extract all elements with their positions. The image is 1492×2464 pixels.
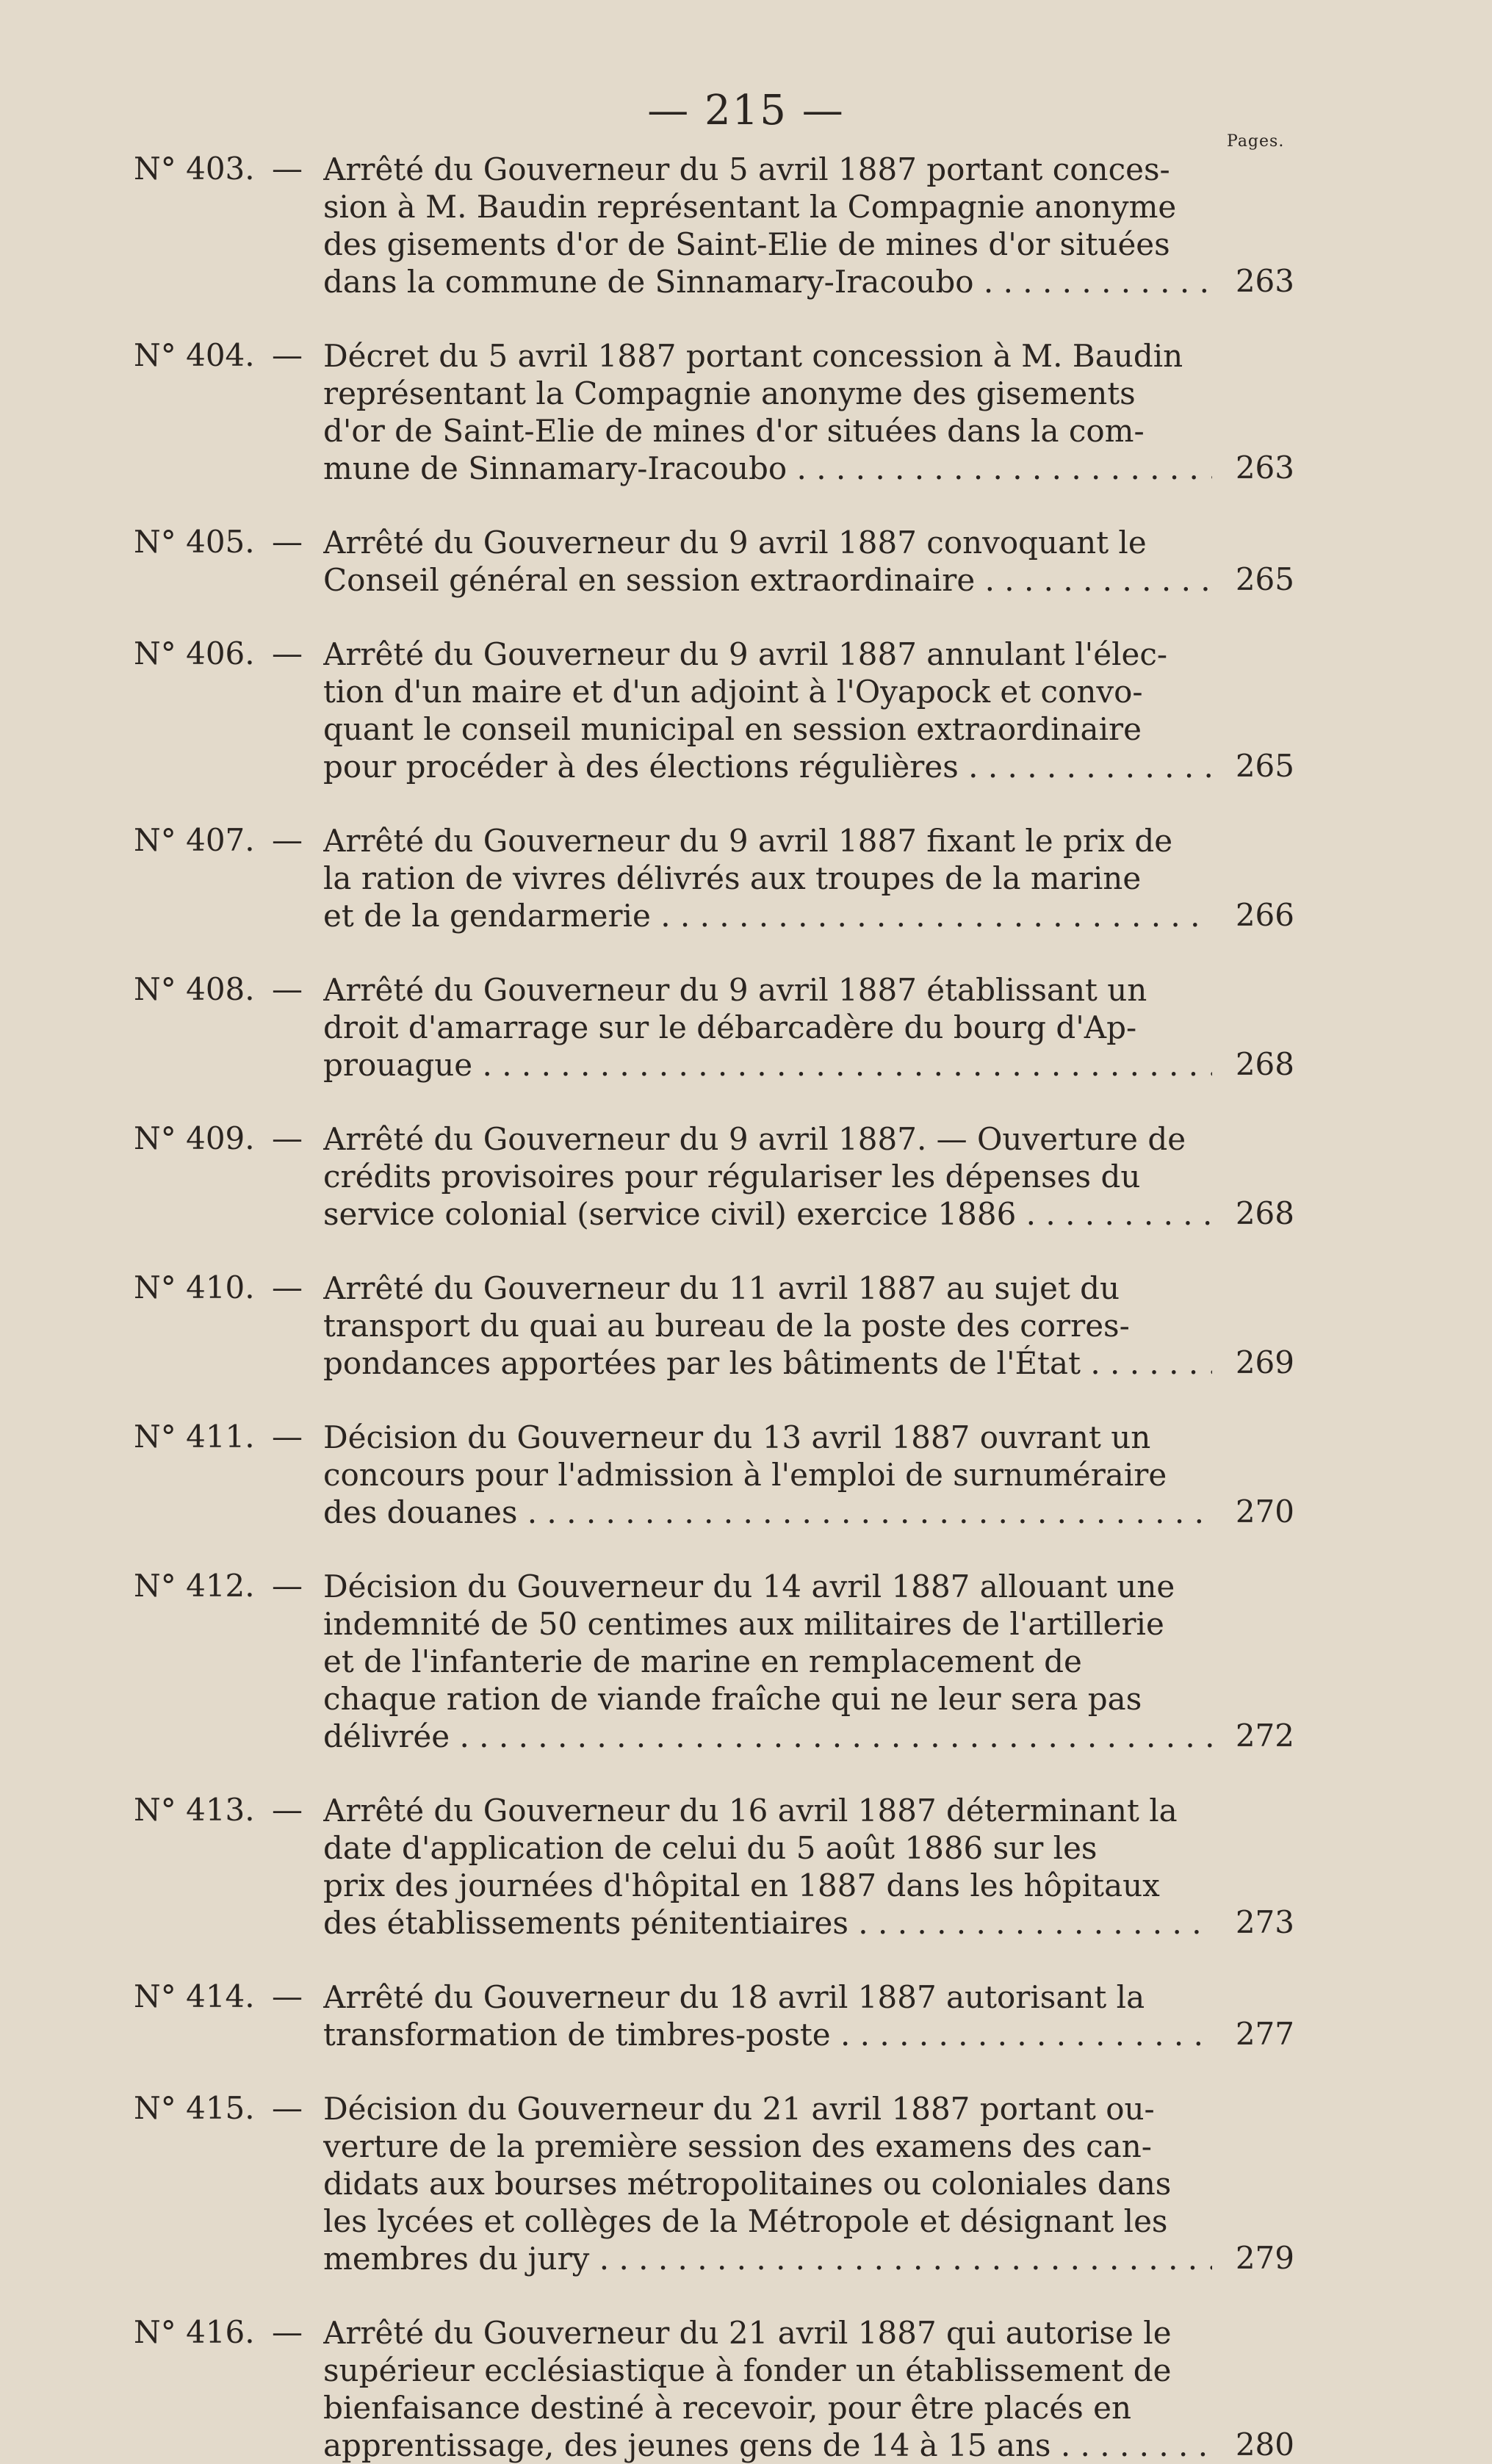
- entry-page-reference: 269: [1235, 1344, 1294, 1380]
- pages-column-header: Pages.: [1227, 132, 1285, 151]
- entry-line: pour procéder à des élections régulières . . .: [323, 748, 1212, 785]
- entry-line: Décision du Gouverneur du 13 avril 1887 ouvrant un: [323, 1419, 1151, 1455]
- entry-line: des établissements pénitentiaires . . .: [323, 1904, 1212, 1942]
- entry-text: [323, 1978, 1212, 2053]
- entry-dash: —: [272, 822, 303, 858]
- entry-line: sion à M. Baudin représentant la Compagnie anonyme: [323, 189, 1177, 225]
- entry-line: représentant la Compagnie anonyme des gisements: [323, 375, 1136, 411]
- entry-page-reference: 268: [1235, 1195, 1294, 1231]
- entry-line: Arrêté du Gouverneur du 9 avril 1887. — Ouverture de: [323, 1121, 1186, 1157]
- entry-dash: —: [272, 635, 303, 671]
- entry-line: Arrêté du Gouverneur du 9 avril 1887 établissant un: [323, 972, 1147, 1008]
- entry-line: et de la gendarmerie . . .: [323, 897, 1212, 934]
- entry-text: [323, 1568, 1212, 1755]
- entry-line: mune de Sinnamary-Iracoubo . . .: [323, 450, 1212, 487]
- entry-line: crédits provisoires pour régulariser les dépenses du: [323, 1159, 1141, 1195]
- entry-dash: —: [272, 1269, 303, 1305]
- entry-dash: —: [272, 1419, 303, 1455]
- entry-text: [323, 635, 1212, 785]
- entry-line: dans la commune de Sinnamary-Iracoubo . . .: [323, 263, 1212, 300]
- entry-text: [323, 337, 1212, 487]
- entry-page-reference: 263: [1235, 450, 1294, 486]
- entry-text: [323, 2090, 1212, 2277]
- entry-line: tion d'un maire et d'un adjoint à l'Oyapock et convo-: [323, 674, 1143, 710]
- entry-line: Arrêté du Gouverneur du 11 avril 1887 au sujet du: [323, 1270, 1120, 1306]
- entry-line: Décision du Gouverneur du 21 avril 1887 portant ou-: [323, 2091, 1155, 2127]
- entry-line: et de l'infanterie de marine en remplacement de: [323, 1643, 1082, 1679]
- entry-line: Arrêté du Gouverneur du 9 avril 1887 convoquant le: [323, 525, 1147, 561]
- entry-dash: —: [272, 1792, 303, 1828]
- entry-number: N° 408.: [134, 971, 255, 1007]
- entry-dash: —: [272, 1978, 303, 2014]
- entry-page-reference: 263: [1235, 263, 1294, 299]
- page-number: — 215 —: [647, 87, 845, 134]
- entry-page-reference: 265: [1235, 561, 1294, 597]
- entry-line: droit d'amarrage sur le débarcadère du bourg d'Ap-: [323, 1009, 1137, 1045]
- entry-line: Arrêté du Gouverneur du 9 avril 1887 fixant le prix de: [323, 823, 1173, 859]
- entry-page-reference: 277: [1235, 2016, 1294, 2052]
- entry-line: verture de la première session des examens des can-: [323, 2128, 1152, 2164]
- entry-dash: —: [272, 1120, 303, 1156]
- entry-line: apprentissage, des jeunes gens de 14 à 15 ans . . .: [323, 2427, 1212, 2464]
- entry-text: [323, 151, 1212, 300]
- entry-number: N° 404.: [134, 337, 255, 373]
- entry-text: [323, 524, 1212, 599]
- entry-number: N° 415.: [134, 2090, 255, 2126]
- entry-line: des gisements d'or de Saint-Elie de mines d'or situées: [323, 226, 1170, 262]
- entry-text: [323, 971, 1212, 1084]
- entry-line: Conseil général en session extraordinaire . . .: [323, 561, 1212, 599]
- entry-number: N° 409.: [134, 1120, 255, 1156]
- entry-dash: —: [272, 971, 303, 1007]
- entry-page-reference: 266: [1235, 897, 1294, 933]
- entry-text: [323, 2314, 1212, 2464]
- entry-line: des douanes . . .: [323, 1494, 1212, 1531]
- entry-line: Arrêté du Gouverneur du 5 avril 1887 portant conces-: [323, 151, 1170, 187]
- entry-page-reference: 280: [1235, 2427, 1294, 2463]
- entry-line: service colonial (service civil) exercice 1886 . . .: [323, 1195, 1212, 1233]
- entry-number: N° 410.: [134, 1269, 255, 1305]
- entry-text: [323, 1120, 1212, 1233]
- entry-line: transport du quai au bureau de la poste des corres-: [323, 1308, 1130, 1344]
- entry-page-reference: 279: [1235, 2240, 1294, 2276]
- entry-number: N° 407.: [134, 822, 255, 858]
- entry-number: N° 403.: [134, 151, 255, 187]
- entry-text: [323, 1419, 1212, 1531]
- entry-line: d'or de Saint-Elie de mines d'or situées dans la com-: [323, 413, 1145, 449]
- entry-number: N° 416.: [134, 2314, 255, 2350]
- entry-dash: —: [272, 2090, 303, 2126]
- entry-line: concours pour l'admission à l'emploi de surnuméraire: [323, 1457, 1167, 1493]
- entry-dash: —: [272, 1568, 303, 1604]
- entry-dash: —: [272, 524, 303, 560]
- entry-line: les lycées et collèges de la Métropole et désignant les: [323, 2203, 1168, 2239]
- entry-line: date d'application de celui du 5 août 1886 sur les: [323, 1830, 1098, 1866]
- entry-line: la ration de vivres délivrés aux troupes de la marine: [323, 860, 1142, 896]
- entry-line: quant le conseil municipal en session extraordinaire: [323, 711, 1142, 747]
- entry-page-reference: 273: [1235, 1904, 1294, 1940]
- entry-line: transformation de timbres-poste . . .: [323, 2016, 1212, 2053]
- entry-text: [323, 1792, 1212, 1942]
- entry-line: indemnité de 50 centimes aux militaires de l'artillerie: [323, 1606, 1164, 1642]
- entry-dash: —: [272, 2314, 303, 2350]
- entry-line: Arrêté du Gouverneur du 21 avril 1887 qui autorise le: [323, 2315, 1172, 2351]
- entry-line: membres du jury . . .: [323, 2240, 1212, 2277]
- entry-page-reference: 268: [1235, 1046, 1294, 1082]
- entry-number: N° 412.: [134, 1568, 255, 1604]
- entry-text: [323, 822, 1212, 934]
- entry-line: pondances apportées par les bâtiments de l'État . . .: [323, 1344, 1212, 1382]
- entry-page-reference: 265: [1235, 748, 1294, 784]
- entry-line: bienfaisance destiné à recevoir, pour être placés en: [323, 2390, 1131, 2426]
- entry-line: prix des journées d'hôpital en 1887 dans les hôpitaux: [323, 1867, 1160, 1903]
- entry-number: N° 406.: [134, 635, 255, 671]
- entry-page-reference: 270: [1235, 1494, 1294, 1530]
- entry-line: délivrée . . .: [323, 1718, 1212, 1755]
- entry-page-reference: 272: [1235, 1718, 1294, 1754]
- entry-number: N° 405.: [134, 524, 255, 560]
- entry-line: Décision du Gouverneur du 14 avril 1887 allouant une: [323, 1568, 1175, 1604]
- entry-number: N° 413.: [134, 1792, 255, 1828]
- entry-line: Arrêté du Gouverneur du 18 avril 1887 autorisant la: [323, 1979, 1145, 2015]
- entry-line: chaque ration de viande fraîche qui ne leur sera pas: [323, 1681, 1142, 1717]
- entry-line: prouague . . .: [323, 1046, 1212, 1084]
- entry-number: N° 411.: [134, 1419, 255, 1455]
- entry-line: Arrêté du Gouverneur du 16 avril 1887 déterminant la: [323, 1793, 1178, 1829]
- entry-dash: —: [272, 151, 303, 187]
- entry-line: Arrêté du Gouverneur du 9 avril 1887 annulant l'élec-: [323, 636, 1168, 672]
- entry-number: N° 414.: [134, 1978, 255, 2014]
- entry-text: [323, 1269, 1212, 1382]
- entry-line: supérieur ecclésiastique à fonder un établissement de: [323, 2352, 1172, 2388]
- entry-dash: —: [272, 337, 303, 373]
- entry-line: Décret du 5 avril 1887 portant concession à M. Baudin: [323, 338, 1183, 374]
- entry-line: didats aux bourses métropolitaines ou coloniales dans: [323, 2166, 1172, 2202]
